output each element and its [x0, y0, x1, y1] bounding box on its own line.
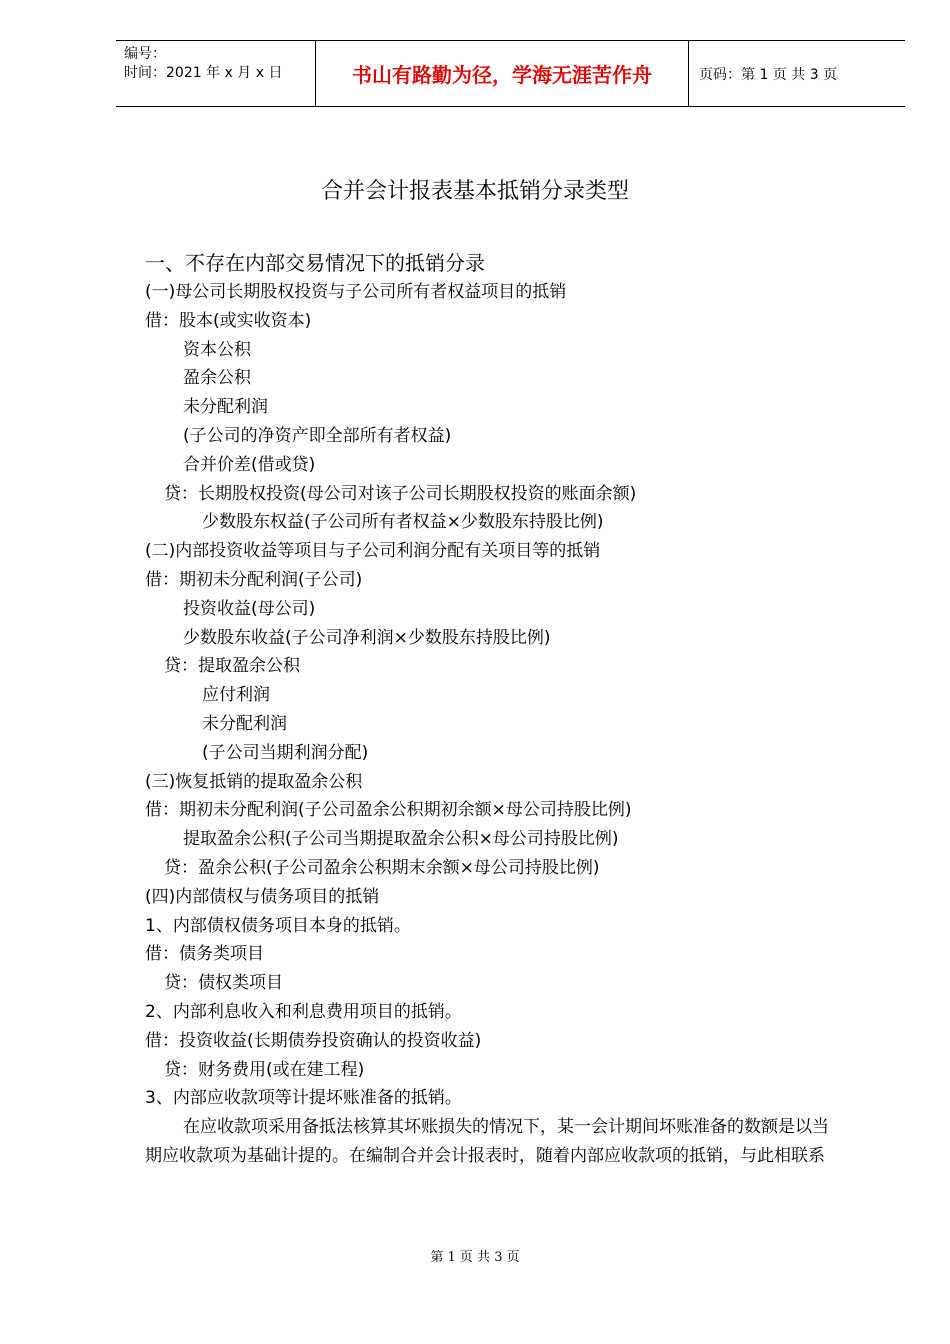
- entry-line: 未分配利润: [183, 397, 268, 418]
- entry-line: 借：债务类项目: [145, 944, 264, 965]
- page-footer: 第 1 页 共 3 页: [430, 1250, 520, 1265]
- entry-line: 贷：提取盈余公积: [164, 656, 300, 677]
- entry-line: 资本公积: [183, 339, 251, 360]
- subsection-heading: (一)母公司长期股权投资与子公司所有者权益项目的抵销: [145, 282, 567, 302]
- page-header: [116, 40, 905, 107]
- header-page-info: 页码：第 1 页 共 3 页: [699, 66, 838, 83]
- entry-line: 未分配利润: [202, 713, 287, 734]
- entry-line: 贷：财务费用(或在建工程): [164, 1059, 365, 1080]
- paragraph-text: 期应收款项为基础计提的。在编制合并会计报表时，随着内部应收款项的抵销，与此相联系: [145, 1145, 825, 1166]
- numbered-item: 3、内部应收款项等计提坏账准备的抵销。: [145, 1088, 462, 1109]
- entry-line: 贷：债权类项目: [164, 973, 283, 994]
- header-motto: 书山有路勤为径，学海无涯苦作舟: [315, 41, 689, 106]
- entry-line: 借：期初未分配利润(子公司): [145, 569, 363, 590]
- entry-line: 借：期初未分配利润(子公司盈余公积期初余额×母公司持股比例): [145, 800, 632, 821]
- entry-line: 贷：长期股权投资(母公司对该子公司长期股权投资的账面余额): [164, 483, 637, 504]
- number-label: 编号：: [124, 46, 166, 62]
- subsection-heading: (二)内部投资收益等项目与子公司利润分配有关项目等的抵销: [145, 541, 601, 562]
- subsection-heading: (三)恢复抵销的提取盈余公积: [145, 771, 363, 792]
- entry-note: (子公司当期利润分配): [202, 742, 369, 763]
- entry-line: 盈余公积: [183, 368, 251, 389]
- entry-line: 应付利润: [202, 685, 270, 706]
- numbered-item: 1、内部债权债务项目本身的抵销。: [145, 915, 411, 936]
- time-label: 时间：2021 年 x 月 x 日: [124, 65, 283, 81]
- document-body: [145, 248, 880, 1171]
- header-meta: [116, 41, 315, 106]
- entry-line: 借：投资收益(长期债券投资确认的投资收益): [145, 1030, 482, 1051]
- paragraph-text: 在应收款项采用备抵法核算其坏账损失的情况下，某一会计期间坏账准备的数额是以当: [183, 1117, 829, 1138]
- entry-line: 借：股本(或实收资本): [145, 310, 312, 331]
- entry-line: 提取盈余公积(子公司当期提取盈余公积×母公司持股比例): [183, 829, 619, 850]
- subsection-heading: (四)内部债权与债务项目的抵销: [145, 886, 380, 907]
- entry-line: 投资收益(母公司): [183, 598, 316, 619]
- entry-note: (子公司的净资产即全部所有者权益): [183, 425, 452, 446]
- numbered-item: 2、内部利息收入和利息费用项目的抵销。: [145, 1001, 462, 1022]
- entry-line: 合并价差(借或贷): [183, 454, 316, 475]
- document-title: 合并会计报表基本抵销分录类型: [320, 179, 629, 204]
- section-heading: 一、不存在内部交易情况下的抵销分录: [145, 251, 485, 275]
- entry-line: 少数股东权益(子公司所有者权益×少数股东持股比例): [202, 512, 604, 533]
- entry-line: 贷：盈余公积(子公司盈余公积期末余额×母公司持股比例): [164, 857, 600, 878]
- entry-line: 少数股东收益(子公司净利润×少数股东持股比例): [183, 627, 551, 648]
